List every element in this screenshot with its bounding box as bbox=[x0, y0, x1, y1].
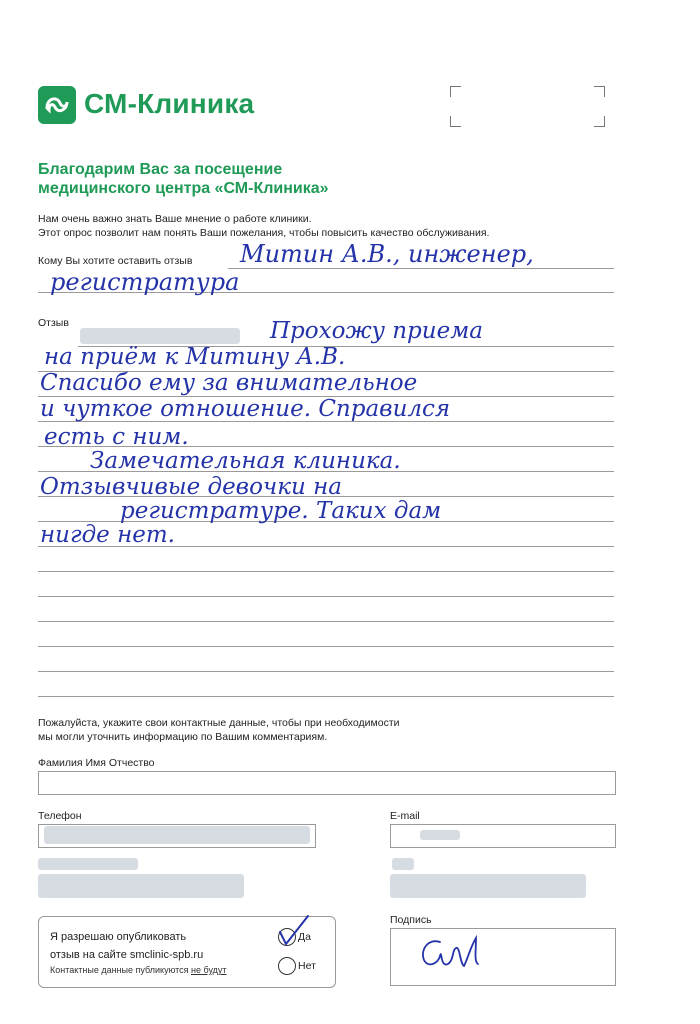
consent-text: Я разрешаю опубликовать отзыв на сайте smclinic-spb.ru bbox=[50, 931, 204, 961]
recipient-label: Кому Вы хотите оставить отзыв bbox=[38, 255, 193, 267]
contacts-prompt: Пожалуйста, укажите свои контактные данные, чтобы при необходимости мы могли уточнить информацию по Вашим комментариям. bbox=[38, 717, 400, 743]
logo-mark bbox=[38, 86, 76, 124]
fio-label: Фамилия Имя Отчество bbox=[38, 757, 155, 769]
consent-note: Контактные данные публикуются не будут bbox=[50, 965, 227, 975]
redacted-stamp bbox=[38, 858, 138, 870]
review-handwriting: Прохожу приема bbox=[270, 318, 483, 344]
phone-label: Телефон bbox=[38, 810, 82, 822]
redacted-stamp bbox=[38, 874, 244, 898]
consent-no-label: Нет bbox=[298, 960, 316, 972]
review-handwriting: Замечательная клиника. bbox=[90, 448, 401, 474]
redacted-stamp bbox=[390, 874, 586, 898]
corner-mark bbox=[594, 116, 605, 127]
consent-yes-label: Да bbox=[298, 931, 311, 943]
review-handwriting: Спасибо ему за внимательное bbox=[40, 370, 418, 396]
redacted-phone bbox=[44, 826, 310, 844]
signature-label: Подпись bbox=[390, 914, 432, 926]
review-label: Отзыв bbox=[38, 317, 69, 329]
recipient-handwriting: регистратура bbox=[50, 268, 240, 296]
corner-mark bbox=[594, 86, 605, 97]
review-line bbox=[38, 696, 614, 697]
review-handwriting: нигде нет. bbox=[40, 522, 175, 548]
review-line bbox=[38, 646, 614, 647]
review-line bbox=[38, 621, 614, 622]
signature-image bbox=[410, 928, 500, 978]
redacted-email bbox=[420, 830, 460, 840]
redacted-stamp bbox=[392, 858, 414, 870]
recipient-line bbox=[228, 268, 614, 269]
corner-mark bbox=[450, 86, 461, 97]
fio-field[interactable] bbox=[38, 771, 616, 795]
review-handwriting: есть с ним. bbox=[44, 424, 189, 450]
redacted-date bbox=[80, 328, 240, 344]
recipient-handwriting: Митин А.В., инженер, bbox=[240, 240, 534, 268]
review-handwriting: Отзывчивые девочки на bbox=[40, 474, 342, 500]
form-intro: Нам очень важно знать Ваше мнение о работе клиники. Этот опрос позволит нам понять Ваши пожелания, чтобы повысить качество обслуживания. bbox=[38, 213, 490, 239]
consent-no-radio[interactable] bbox=[278, 957, 296, 975]
email-label: E-mail bbox=[390, 810, 420, 822]
review-line bbox=[38, 571, 614, 572]
review-handwriting: и чуткое отношение. Справился bbox=[40, 396, 451, 422]
review-line bbox=[38, 596, 614, 597]
review-handwriting: регистратуре. Таких дам bbox=[120, 498, 442, 524]
corner-mark bbox=[450, 116, 461, 127]
brand-name: СМ-Клиника bbox=[84, 88, 255, 119]
form-title: Благодарим Вас за посещение медицинского центра «СМ-Клиника» bbox=[38, 161, 329, 197]
review-line bbox=[38, 671, 614, 672]
review-handwriting: на приём к Митину А.В. bbox=[44, 344, 346, 370]
